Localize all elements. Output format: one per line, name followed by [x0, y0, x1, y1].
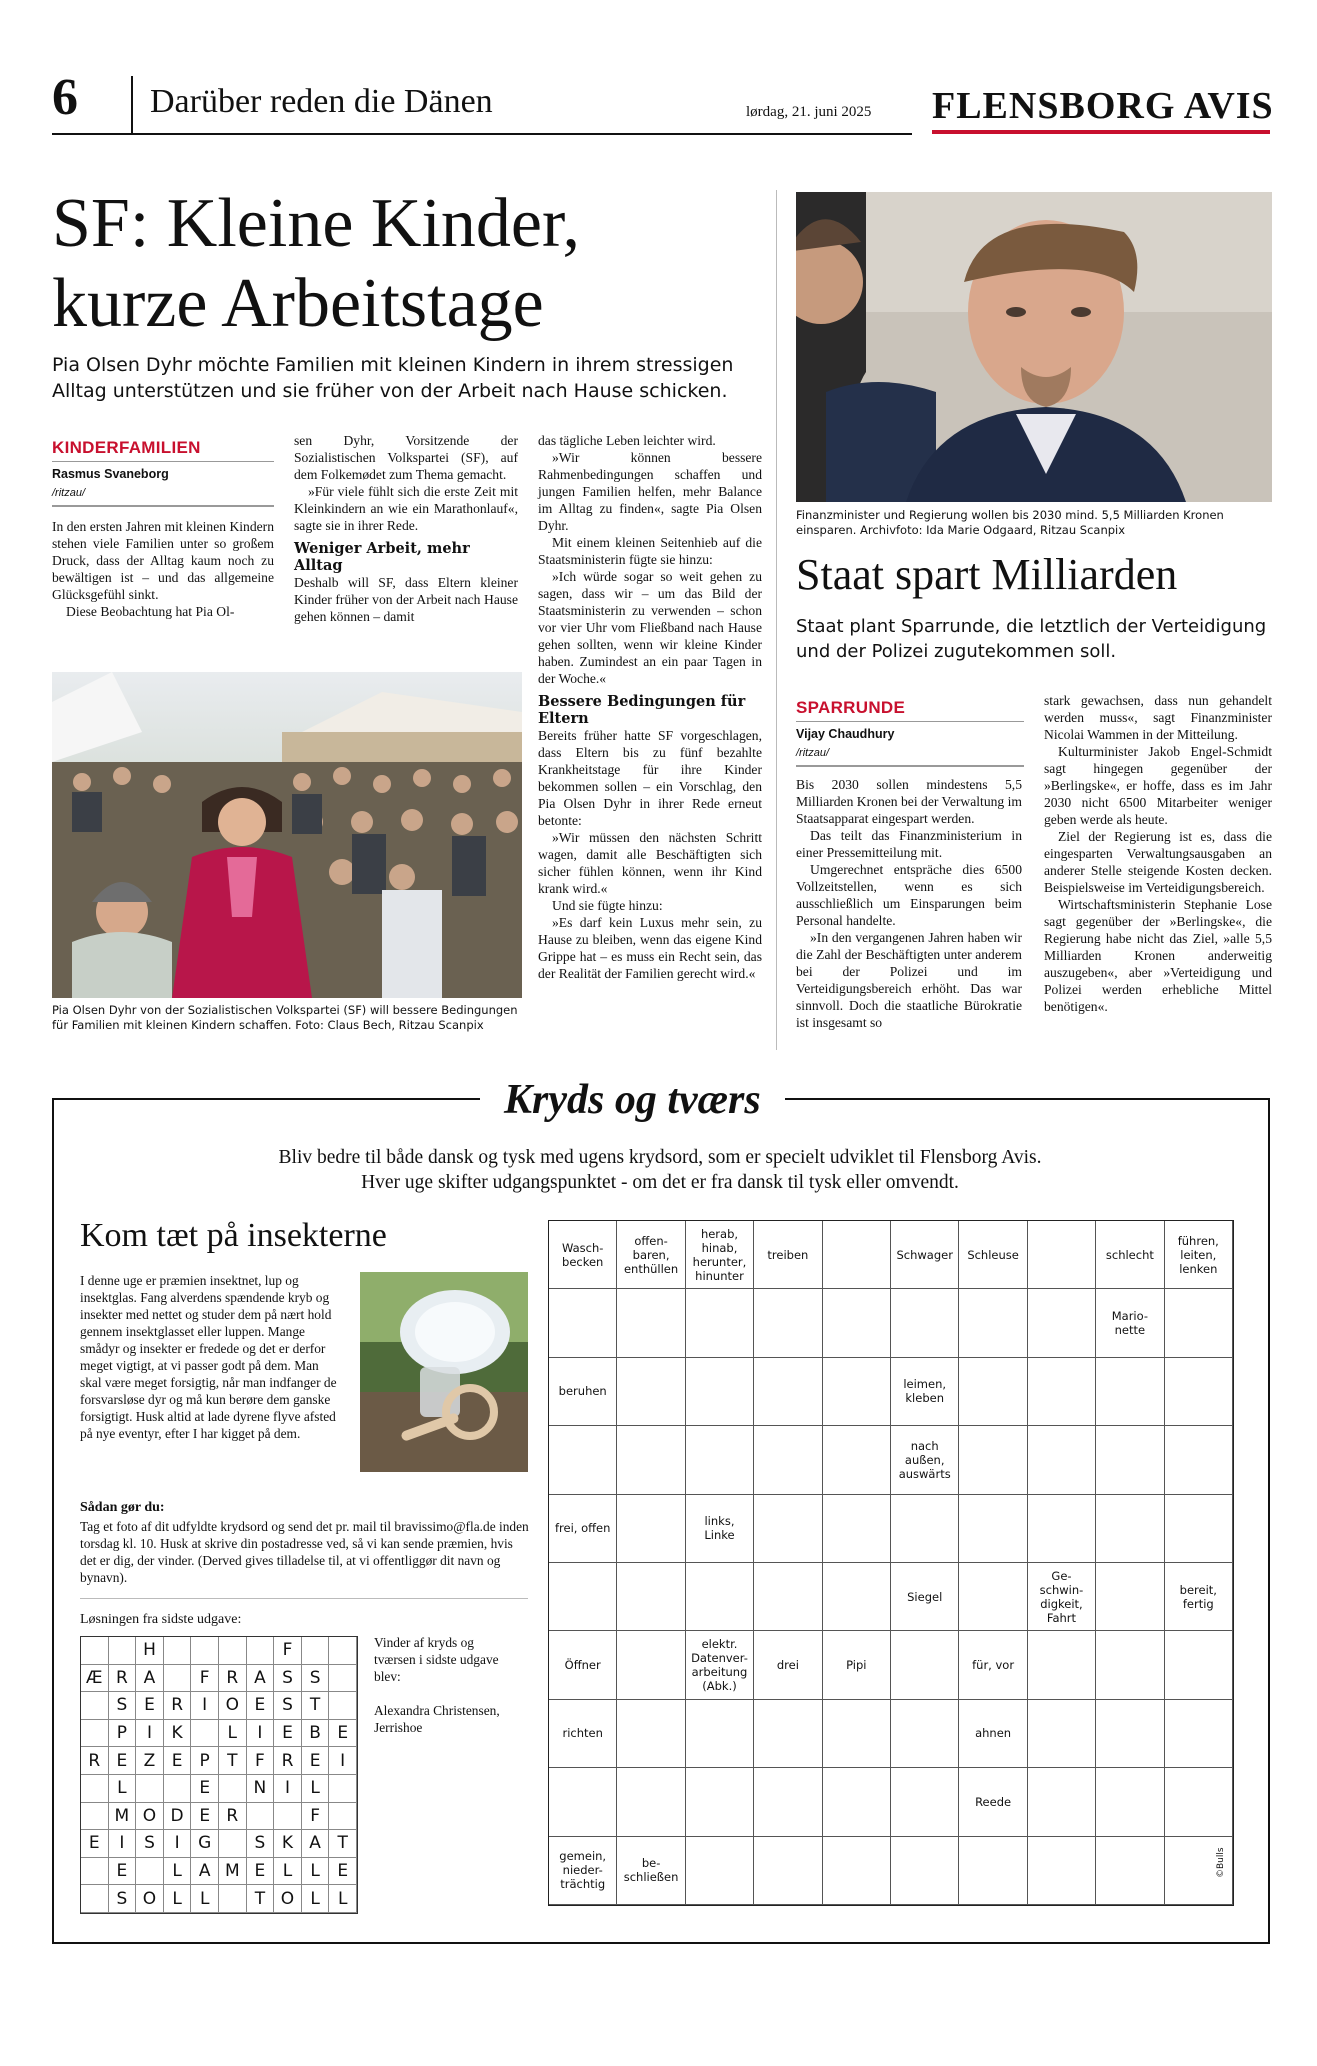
answer-cell[interactable] [959, 1426, 1027, 1494]
solution-letter: L [302, 1775, 330, 1803]
solution-letter: E [191, 1803, 219, 1831]
byline-rule [796, 765, 1024, 767]
answer-cell[interactable] [686, 1289, 754, 1357]
answer-cell[interactable] [1096, 1426, 1164, 1494]
solution-letter: O [219, 1692, 247, 1720]
prize-photo [360, 1272, 528, 1472]
kicker-rule [796, 721, 1024, 722]
subheading: Weniger Arbeit, mehr Alltag [294, 540, 470, 574]
answer-cell[interactable] [891, 1289, 959, 1357]
article1-headline [52, 184, 772, 344]
answer-cell[interactable] [891, 1700, 959, 1768]
solution-letter: O [274, 1885, 302, 1913]
clue-cell: Reede [959, 1768, 1027, 1836]
solution-letter: O [136, 1885, 164, 1913]
solution-letter: L [219, 1720, 247, 1748]
answer-cell[interactable] [1028, 1358, 1096, 1426]
solution-letter: K [164, 1720, 192, 1748]
solution-letter: T [219, 1747, 247, 1775]
article1-lead: Pia Olsen Dyhr möchte Familien mit kleinen Kindern in ihrem stressigen Alltag unterstützen und sie früher von der Arbeit nach Hause schicken. [52, 354, 734, 402]
solution-letter: E [247, 1692, 275, 1720]
credit: ©Bulls [1216, 1847, 1226, 1878]
clue-cell: Schleuse [959, 1221, 1027, 1289]
solution-letter: R [81, 1747, 109, 1775]
solution-letter: M [109, 1803, 137, 1831]
solution-letter: H [136, 1637, 164, 1665]
answer-cell[interactable] [891, 1495, 959, 1563]
logo-underline [932, 130, 1270, 134]
paragraph: »Ich würde sogar so weit gehen zu sagen, dass wir – um das Bild der Staatsministerin zu verwenden – schon vor vier Uhr vom Fließband nach Hause gehen sollten, wenn wir kleine Kinder haben. Zumindest an ein paar Tagen in der Woche.« [538, 569, 762, 686]
page-number: 6 [52, 69, 78, 126]
solution-letter: S [136, 1830, 164, 1858]
answer-cell[interactable] [1165, 1768, 1233, 1836]
winner-names: Alexandra Christensen, Jerrishoe [374, 1703, 500, 1735]
article2-photo-caption: Finanzminister und Regierung wollen bis 2030 mind. 5,5 Milliarden Kronen einsparen. Archivfoto: Ida Marie Odgaard, Ritzau Scanpix [796, 508, 1224, 537]
answer-cell[interactable] [754, 1289, 822, 1357]
author: Vijay Chaudhury [796, 727, 895, 741]
answer-cell[interactable] [1165, 1358, 1233, 1426]
subheading: Bessere Bedingungen für Eltern [538, 693, 746, 727]
answer-cell[interactable] [686, 1358, 754, 1426]
answer-cell[interactable] [1028, 1426, 1096, 1494]
article1-photo [52, 672, 522, 998]
kicker: KINDERFAMILIEN [52, 438, 201, 457]
answer-cell[interactable] [823, 1358, 891, 1426]
clue-cell: treiben [754, 1221, 822, 1289]
solution-letter: E [109, 1747, 137, 1775]
intro-line: Bliv bedre til både dansk og tysk med ugens krydsord, som er specielt udviklet til Flensborg Avis. [278, 1147, 1042, 1168]
answer-cell[interactable] [1165, 1426, 1233, 1494]
paragraph: sen Dyhr, Vorsitzende der Sozialistischen Volkspartei (SF), auf dem Folkemødet zum Thema gemacht. [294, 433, 518, 482]
answer-cell[interactable] [1165, 1289, 1233, 1357]
solution-clue-cell [219, 1830, 247, 1858]
headline-line: SF: Kleine Kinder, [52, 185, 580, 262]
solution-clue-cell [329, 1665, 357, 1693]
crowd-photo-illustration [52, 672, 522, 998]
answer-cell[interactable] [823, 1426, 891, 1494]
answer-cell[interactable] [617, 1700, 685, 1768]
solution-grid [80, 1636, 358, 1914]
answer-cell[interactable] [823, 1768, 891, 1836]
answer-cell[interactable] [1028, 1221, 1096, 1289]
solution-letter: D [164, 1803, 192, 1831]
answer-cell[interactable] [1096, 1700, 1164, 1768]
theme-text: I denne uge er præmien insektnet, lup og insektglas. Fang alverdens spændende kryb og insekter med nettet og studer dem på nært hold gennem insektglasset eller luppen. Mange smådyr og insekter er fredede og det er derfor meget vigtigt, at vi passer godt på dem. Man skal være meget forsigtig, når man indfanger de forsvarsløse dyr og må kun berøre dem ganske forsigtigt. Husk altid at lade dyrene flyve afsted på nye eventyr, efter I har kigget på dem. [80, 1273, 337, 1441]
answer-cell[interactable] [549, 1289, 617, 1357]
answer-cell[interactable] [686, 1563, 754, 1631]
solution-letter: T [247, 1885, 275, 1913]
solution-letter: R [274, 1747, 302, 1775]
paragraph: Bis 2030 sollen mindestens 5,5 Milliarden Kronen bei der Verwaltung im Staatsapparat eingespart werden. [796, 777, 1022, 826]
clue-cell: Siegel [891, 1563, 959, 1631]
solution-clue-cell [136, 1775, 164, 1803]
solution-letter: S [302, 1665, 330, 1693]
article1-photo-caption: Pia Olsen Dyhr von der Sozialistischen Volkspartei (SF) will bessere Bedingungen für Familien mit kleinen Kindern schaffen. Foto: Claus Bech, Ritzau Scanpix [52, 1003, 518, 1032]
solution-clue-cell [219, 1775, 247, 1803]
answer-cell[interactable] [959, 1563, 1027, 1631]
answer-cell[interactable] [1028, 1289, 1096, 1357]
article1-kicker-block [52, 438, 274, 507]
solution-clue-cell [81, 1775, 109, 1803]
answer-cell[interactable] [686, 1837, 754, 1905]
minister-photo-illustration [796, 192, 1272, 502]
insect-glass-illustration [360, 1272, 528, 1472]
solution-clue-cell [274, 1803, 302, 1831]
article2-headline: Staat spart Milliarden [796, 550, 1178, 599]
solution-letter: T [329, 1830, 357, 1858]
solution-letter: B [302, 1720, 330, 1748]
paragraph: »In den vergangenen Jahren haben wir die Zahl der Beschäftigten unter anderem bei der Polizei und im Verteidigungsbereich erhöht. Das war sinnvoll. Doch die staatliche Bürokratie ist insgesamt so [796, 930, 1022, 1030]
solution-clue-cell [81, 1637, 109, 1665]
answer-cell[interactable] [1165, 1700, 1233, 1768]
solution-letter: S [274, 1692, 302, 1720]
solution-letter: L [329, 1885, 357, 1913]
solution-clue-cell [329, 1803, 357, 1831]
solution-letter: F [191, 1665, 219, 1693]
winner-title: Vinder af kryds og tværsen i sidste udgave blev: [374, 1635, 499, 1684]
solution-clue-cell [109, 1637, 137, 1665]
paragraph: Das teilt das Finanzministerium in einer Pressemitteilung mit. [796, 828, 1022, 860]
solution-clue-cell [219, 1637, 247, 1665]
answer-cell[interactable] [617, 1631, 685, 1699]
solution-letter: I [136, 1720, 164, 1748]
clue-cell: Pipi [823, 1631, 891, 1699]
clue-cell: richten [549, 1700, 617, 1768]
crossword-grid [548, 1220, 1234, 1906]
solution-letter: F [247, 1747, 275, 1775]
answer-cell[interactable] [686, 1700, 754, 1768]
solution-letter: I [247, 1720, 275, 1748]
crossword-intro [80, 1145, 1240, 1195]
solution-clue-cell [164, 1775, 192, 1803]
answer-cell[interactable] [1096, 1768, 1164, 1836]
clue-cell: Schwager [891, 1221, 959, 1289]
solution-letter: A [136, 1665, 164, 1693]
answer-cell[interactable] [754, 1563, 822, 1631]
clue-cell: bereit, fertig [1165, 1563, 1233, 1631]
clue-cell: Mario- nette [1096, 1289, 1164, 1357]
paragraph: Ziel der Regierung ist es, dass die eingesparten Verwaltungsausgaben an anderer Stelle steigende Kosten decken. Beispielsweise im Verteidigungsbereich. [1044, 829, 1272, 895]
solution-clue-cell [81, 1858, 109, 1886]
answer-cell[interactable] [617, 1495, 685, 1563]
byline-rule [52, 505, 274, 507]
clue-cell: leimen, kleben [891, 1358, 959, 1426]
solution-letter: A [247, 1665, 275, 1693]
answer-cell[interactable] [754, 1837, 822, 1905]
paragraph: Umgerechnet entspräche dies 6500 Vollzeitstellen, wenn es sich ausschließlich um Einsparungen beim Personal handelte. [796, 862, 1022, 928]
solution-letter: E [302, 1747, 330, 1775]
answer-cell[interactable] [754, 1495, 822, 1563]
solution-clue-cell [329, 1637, 357, 1665]
answer-cell[interactable] [823, 1221, 891, 1289]
solution-clue-cell [164, 1665, 192, 1693]
answer-cell[interactable] [617, 1289, 685, 1357]
intro-line: Hver uge skifter udgangspunktet - om det er fra dansk til tysk eller omvendt. [361, 1172, 959, 1193]
answer-cell[interactable] [959, 1495, 1027, 1563]
article2-kicker-block [796, 698, 1024, 767]
solution-letter: R [164, 1692, 192, 1720]
agency: /ritzau/ [52, 487, 86, 499]
solution-letter: Z [136, 1747, 164, 1775]
agency: /ritzau/ [796, 747, 830, 759]
solution-letter: E [329, 1720, 357, 1748]
clue-cell: elektr. Datenver- arbeitung (Abk.) [686, 1631, 754, 1699]
clue-cell: links, Linke [686, 1495, 754, 1563]
paragraph: »Für viele fühlt sich die erste Zeit mit Kleinkindern an wie ein Marathonlauf«, sagte sie in ihrer Rede. [294, 484, 518, 533]
how-title: Sådan gør du: [80, 1500, 165, 1515]
solution-letter: S [247, 1830, 275, 1858]
article2-photo [796, 192, 1272, 502]
answer-cell[interactable] [686, 1768, 754, 1836]
solution-letter: P [191, 1747, 219, 1775]
solution-clue-cell [81, 1692, 109, 1720]
answer-cell[interactable] [754, 1700, 822, 1768]
solution-letter: F [274, 1637, 302, 1665]
solution-letter: N [247, 1775, 275, 1803]
column-divider [776, 190, 777, 1050]
solution-letter: S [109, 1692, 137, 1720]
answer-cell[interactable] [1028, 1768, 1096, 1836]
paragraph: Deshalb will SF, dass Eltern kleiner Kinder früher von der Arbeit nach Hause gehen können – damit [294, 575, 518, 624]
theme-title: Kom tæt på insekterne [80, 1217, 387, 1254]
solution-letter: L [191, 1885, 219, 1913]
answer-cell[interactable] [617, 1563, 685, 1631]
crossword-title: Kryds og tværs [480, 1076, 785, 1124]
issue-date: lørdag, 21. juni 2025 [746, 104, 872, 120]
clue-cell: für, vor [959, 1631, 1027, 1699]
article2-col1 [796, 776, 1022, 1031]
paragraph: In den ersten Jahren mit kleinen Kindern stehen viele Familien unter so großem Druck, dass der Alltag kaum noch zu bewältigen ist – und das allgemeine Glücksgefühl sinkt. [52, 519, 274, 602]
answer-cell[interactable] [891, 1837, 959, 1905]
answer-cell[interactable] [959, 1289, 1027, 1357]
solution-letter: P [109, 1720, 137, 1748]
answer-cell[interactable] [1028, 1495, 1096, 1563]
solution-letter: R [219, 1803, 247, 1831]
solution-clue-cell [329, 1692, 357, 1720]
answer-cell[interactable] [1028, 1837, 1096, 1905]
answer-cell[interactable] [823, 1289, 891, 1357]
solution-clue-cell [164, 1637, 192, 1665]
solution-letter: F [302, 1803, 330, 1831]
answer-cell[interactable] [549, 1426, 617, 1494]
answer-cell[interactable] [1028, 1631, 1096, 1699]
solution-letter: I [329, 1747, 357, 1775]
answer-cell[interactable] [754, 1768, 822, 1836]
paragraph: Diese Beobachtung hat Pia Ol- [66, 604, 235, 619]
paragraph: Kulturminister Jakob Engel-Schmidt sagt hingegen gegenüber der »Berlingske«, er hoffe, dass es im Jahr 2030 nicht 6500 Mitarbeiter weniger geben werde als heute. [1044, 744, 1272, 827]
answer-cell[interactable] [549, 1563, 617, 1631]
solution-letter: I [164, 1830, 192, 1858]
answer-cell[interactable] [1028, 1700, 1096, 1768]
solution-letter: Æ [81, 1665, 109, 1693]
how-text: Tag et foto af dit udfyldte krydsord og send det pr. mail til bravissimo@fla.de inden torsdag kl. 10. Husk at skrive din postadresse ved, så vi kan sende præmien, hvis det er dig, der vinder. (Derved gives tilladelse til, at vi offentliggør dit navn og bynavn). [80, 1519, 529, 1585]
solution-letter: L [109, 1775, 137, 1803]
answer-cell[interactable] [617, 1426, 685, 1494]
answer-cell[interactable] [959, 1358, 1027, 1426]
answer-cell[interactable] [754, 1358, 822, 1426]
clue-cell: Wasch- becken [549, 1221, 617, 1289]
solution-clue-cell [191, 1637, 219, 1665]
answer-cell[interactable] [617, 1358, 685, 1426]
article2-col2 [1044, 692, 1272, 1015]
article1-col3 [538, 432, 762, 982]
article1-col1 [52, 518, 274, 620]
solution-letter: E [136, 1692, 164, 1720]
solution-letter: E [191, 1775, 219, 1803]
solution-letter: E [274, 1720, 302, 1748]
answer-cell[interactable] [891, 1631, 959, 1699]
solution-clue-cell [247, 1803, 275, 1831]
solution-letter: G [191, 1830, 219, 1858]
clue-cell: nach außen, auswärts [891, 1426, 959, 1494]
answer-cell[interactable] [1096, 1631, 1164, 1699]
solution-clue-cell [136, 1858, 164, 1886]
answer-cell[interactable] [1096, 1495, 1164, 1563]
solution-clue-cell [81, 1720, 109, 1748]
answer-cell[interactable] [823, 1700, 891, 1768]
answer-cell[interactable] [1096, 1358, 1164, 1426]
clue-cell: führen, leiten, lenken [1165, 1221, 1233, 1289]
author: Rasmus Svaneborg [52, 467, 169, 481]
paragraph: »Wir müssen den nächsten Schritt wagen, damit alle Beschäftigten sich sicher fühlen können, wenn ihr Kind krank wird.« [538, 830, 762, 896]
kicker: SPARRUNDE [796, 698, 906, 717]
solution-clue-cell [219, 1885, 247, 1913]
solution-letter: E [81, 1830, 109, 1858]
solution-letter: L [164, 1858, 192, 1886]
paragraph: »Es darf kein Luxus mehr sein, zu Hause zu bleiben, wenn das eigene Kind Grippe hat – es muss ein Recht sein, das der Realität der Familien gerecht wird.« [538, 915, 762, 981]
paragraph: Bereits früher hatte SF vorgeschlagen, dass Eltern bis zu fünf bezahlte Krankheitstage für ihre Kinder bekommen sollen – ein Vorschlag, den Pia Olsen Dyhr in ihrer Rede erneut betonte: [538, 728, 762, 828]
answer-cell[interactable] [754, 1426, 822, 1494]
header-rule [52, 133, 912, 135]
answer-cell[interactable] [959, 1837, 1027, 1905]
answer-cell[interactable] [823, 1837, 891, 1905]
header-divider-vertical [131, 76, 133, 134]
solution-letter: E [109, 1858, 137, 1886]
solution-clue-cell [81, 1803, 109, 1831]
solution-title: Løsningen fra sidste udgave: [80, 1612, 242, 1627]
solution-letter: L [302, 1858, 330, 1886]
clue-cell: schlecht [1096, 1221, 1164, 1289]
solution-letter: R [219, 1665, 247, 1693]
solution-letter: L [164, 1885, 192, 1913]
clue-cell: offen- baren, enthüllen [617, 1221, 685, 1289]
solution-letter: I [274, 1775, 302, 1803]
clue-cell: drei [754, 1631, 822, 1699]
headline-line: kurze Arbeitstage [52, 265, 544, 342]
solution-clue-cell [329, 1775, 357, 1803]
solution-rule [80, 1598, 528, 1599]
solution-letter: L [274, 1858, 302, 1886]
answer-cell[interactable] [1096, 1563, 1164, 1631]
kicker-rule [52, 461, 274, 462]
clue-cell: beruhen [549, 1358, 617, 1426]
paragraph: »Wir können bessere Rahmenbedingungen schaffen und jungen Familien helfen, mehr Balance im Alltag zu finden«, sagte Pia Olsen Dyhr. [538, 450, 762, 533]
answer-cell[interactable] [1165, 1495, 1233, 1563]
answer-cell[interactable] [617, 1768, 685, 1836]
paragraph: Und sie fügte hinzu: [552, 898, 663, 913]
solution-letter: O [136, 1803, 164, 1831]
solution-letter: R [109, 1665, 137, 1693]
paragraph: stark gewachsen, dass nun gehandelt werden muss«, sagt Finanzminister Nicolai Wammen in der Mitteilung. [1044, 693, 1272, 742]
solution-letter: K [274, 1830, 302, 1858]
solution-letter: L [302, 1885, 330, 1913]
paragraph: das tägliche Leben leichter wird. [538, 433, 716, 448]
solution-letter: E [247, 1858, 275, 1886]
paragraph: Mit einem kleinen Seitenhieb auf die Staatsministerin fügte sie hinzu: [538, 535, 762, 567]
logo [932, 84, 1274, 136]
solution-letter: T [302, 1692, 330, 1720]
clue-cell: frei, offen [549, 1495, 617, 1563]
clue-cell: ahnen [959, 1700, 1027, 1768]
solution-letter: I [109, 1830, 137, 1858]
solution-letter: A [302, 1830, 330, 1858]
article1-col2 [294, 432, 518, 625]
solution-letter: M [219, 1858, 247, 1886]
solution-clue-cell [81, 1885, 109, 1913]
clue-cell: Öffner [549, 1631, 617, 1699]
clue-cell: herab, hinab, herunter, hinunter [686, 1221, 754, 1289]
paragraph: Wirtschaftsministerin Stephanie Lose sagt gegenüber der »Berlingske«, die Regierung habe nicht das Ziel, »alle 5,5 Milliarden Kronen anderweitig auszugeben«, aber »Verteidigung und Polizei werden erhebliche Mittel benötigen«. [1044, 897, 1272, 1014]
solution-letter: S [109, 1885, 137, 1913]
clue-cell: Ge- schwin- digkeit, Fahrt [1028, 1563, 1096, 1631]
answer-cell[interactable] [1096, 1837, 1164, 1905]
answer-cell[interactable] [891, 1768, 959, 1836]
section-title: Darüber reden die Dänen [150, 83, 493, 120]
solution-letter: I [191, 1692, 219, 1720]
answer-cell[interactable] [1165, 1631, 1233, 1699]
solution-clue-cell [302, 1637, 330, 1665]
solution-clue-cell [247, 1637, 275, 1665]
solution-clue-cell [191, 1720, 219, 1748]
solution-letter: E [329, 1858, 357, 1886]
solution-letter: A [191, 1858, 219, 1886]
answer-cell[interactable] [686, 1426, 754, 1494]
solution-letter: E [164, 1747, 192, 1775]
article2-lead: Staat plant Sparrunde, die letztlich der Verteidigung und der Polizei zugutekommen soll. [796, 616, 1267, 662]
answer-cell[interactable] [549, 1768, 617, 1836]
answer-cell[interactable] [823, 1563, 891, 1631]
solution-letter: S [274, 1665, 302, 1693]
answer-cell[interactable] [823, 1495, 891, 1563]
clue-cell: be- schließen [617, 1837, 685, 1905]
logo-text: FLENSBORG AVIS [932, 85, 1274, 127]
clue-cell: gemein, nieder- trächtig [549, 1837, 617, 1905]
